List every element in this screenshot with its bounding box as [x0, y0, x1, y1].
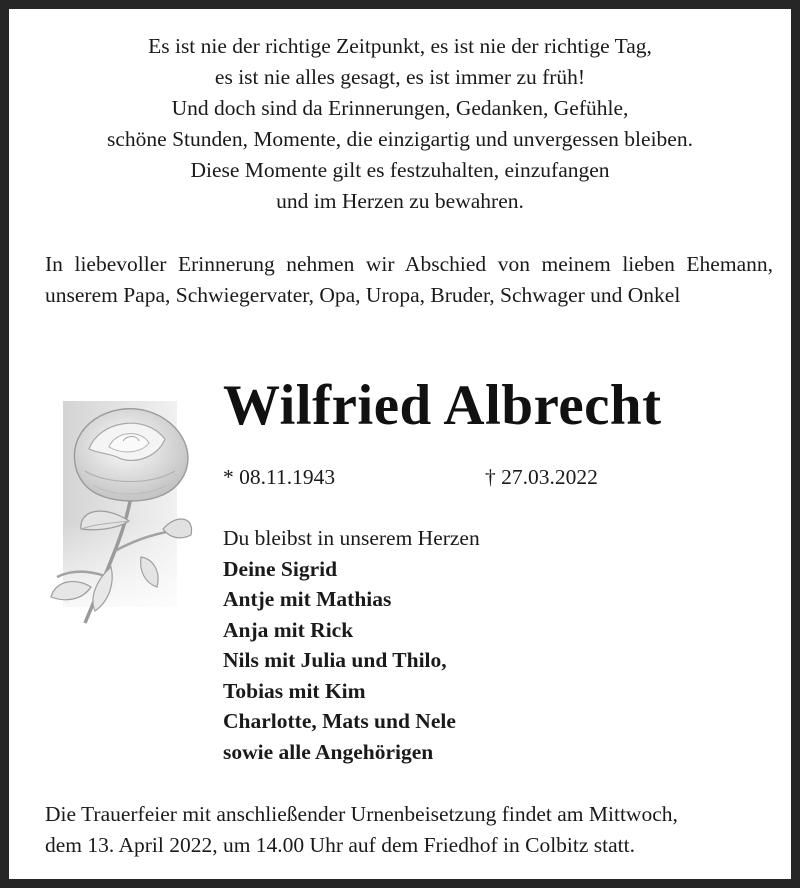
mourner-name: Charlotte, Mats und Nele [223, 709, 456, 733]
mourner-name: Nils mit Julia und Thilo, [223, 648, 447, 672]
funeral-line: dem 13. April 2022, um 14.00 Uhr auf dem Friedhof in Colbitz statt. [45, 833, 635, 857]
intro-paragraph: In liebevoller Erinnerung nehmen wir Abschied von meinem lieben Ehemann, unserem Papa, Schwiegervater, Opa, Uropa, Bruder, Schwager und Onkel [45, 252, 773, 307]
mourners-list [223, 523, 480, 767]
poem-line: schöne Stunden, Momente, die einzigartig und unvergessen bleiben. [107, 127, 693, 151]
birth-date: * 08.11.1943 [223, 465, 336, 489]
poem-line: Diese Momente gilt es festzuhalten, einzufangen [190, 158, 610, 182]
funeral-notice [45, 799, 785, 861]
mourner-name: sowie alle Angehörigen [223, 739, 434, 764]
funeral-line: Die Trauerfeier mit anschließender Urnenbeisetzung findet am Mittwoch, [45, 802, 678, 826]
poem-line: und im Herzen zu bewahren. [276, 189, 524, 213]
mourner-name: Anja mit Rick [223, 617, 354, 642]
mourner-name: Deine Sigrid [223, 556, 338, 581]
poem-line: Und doch sind da Erinnerungen, Gedanken, Gefühle, [171, 96, 629, 120]
poem-line: Es ist nie der richtige Zeitpunkt, es ist nie der richtige Tag, [148, 34, 652, 58]
mourner-name: Antje mit Mathias [223, 587, 392, 611]
mourners-intro: Du bleibst in unserem Herzen [223, 526, 480, 550]
poem [9, 31, 791, 217]
poem-line: es ist nie alles gesagt, es ist immer zu früh! [214, 65, 586, 89]
mourner-name: Tobias mit Kim [223, 678, 366, 703]
rose-illustration [45, 401, 195, 637]
deceased-name: Wilfried Albrecht [223, 374, 662, 437]
death-date: † 27.03.2022 [485, 465, 598, 489]
